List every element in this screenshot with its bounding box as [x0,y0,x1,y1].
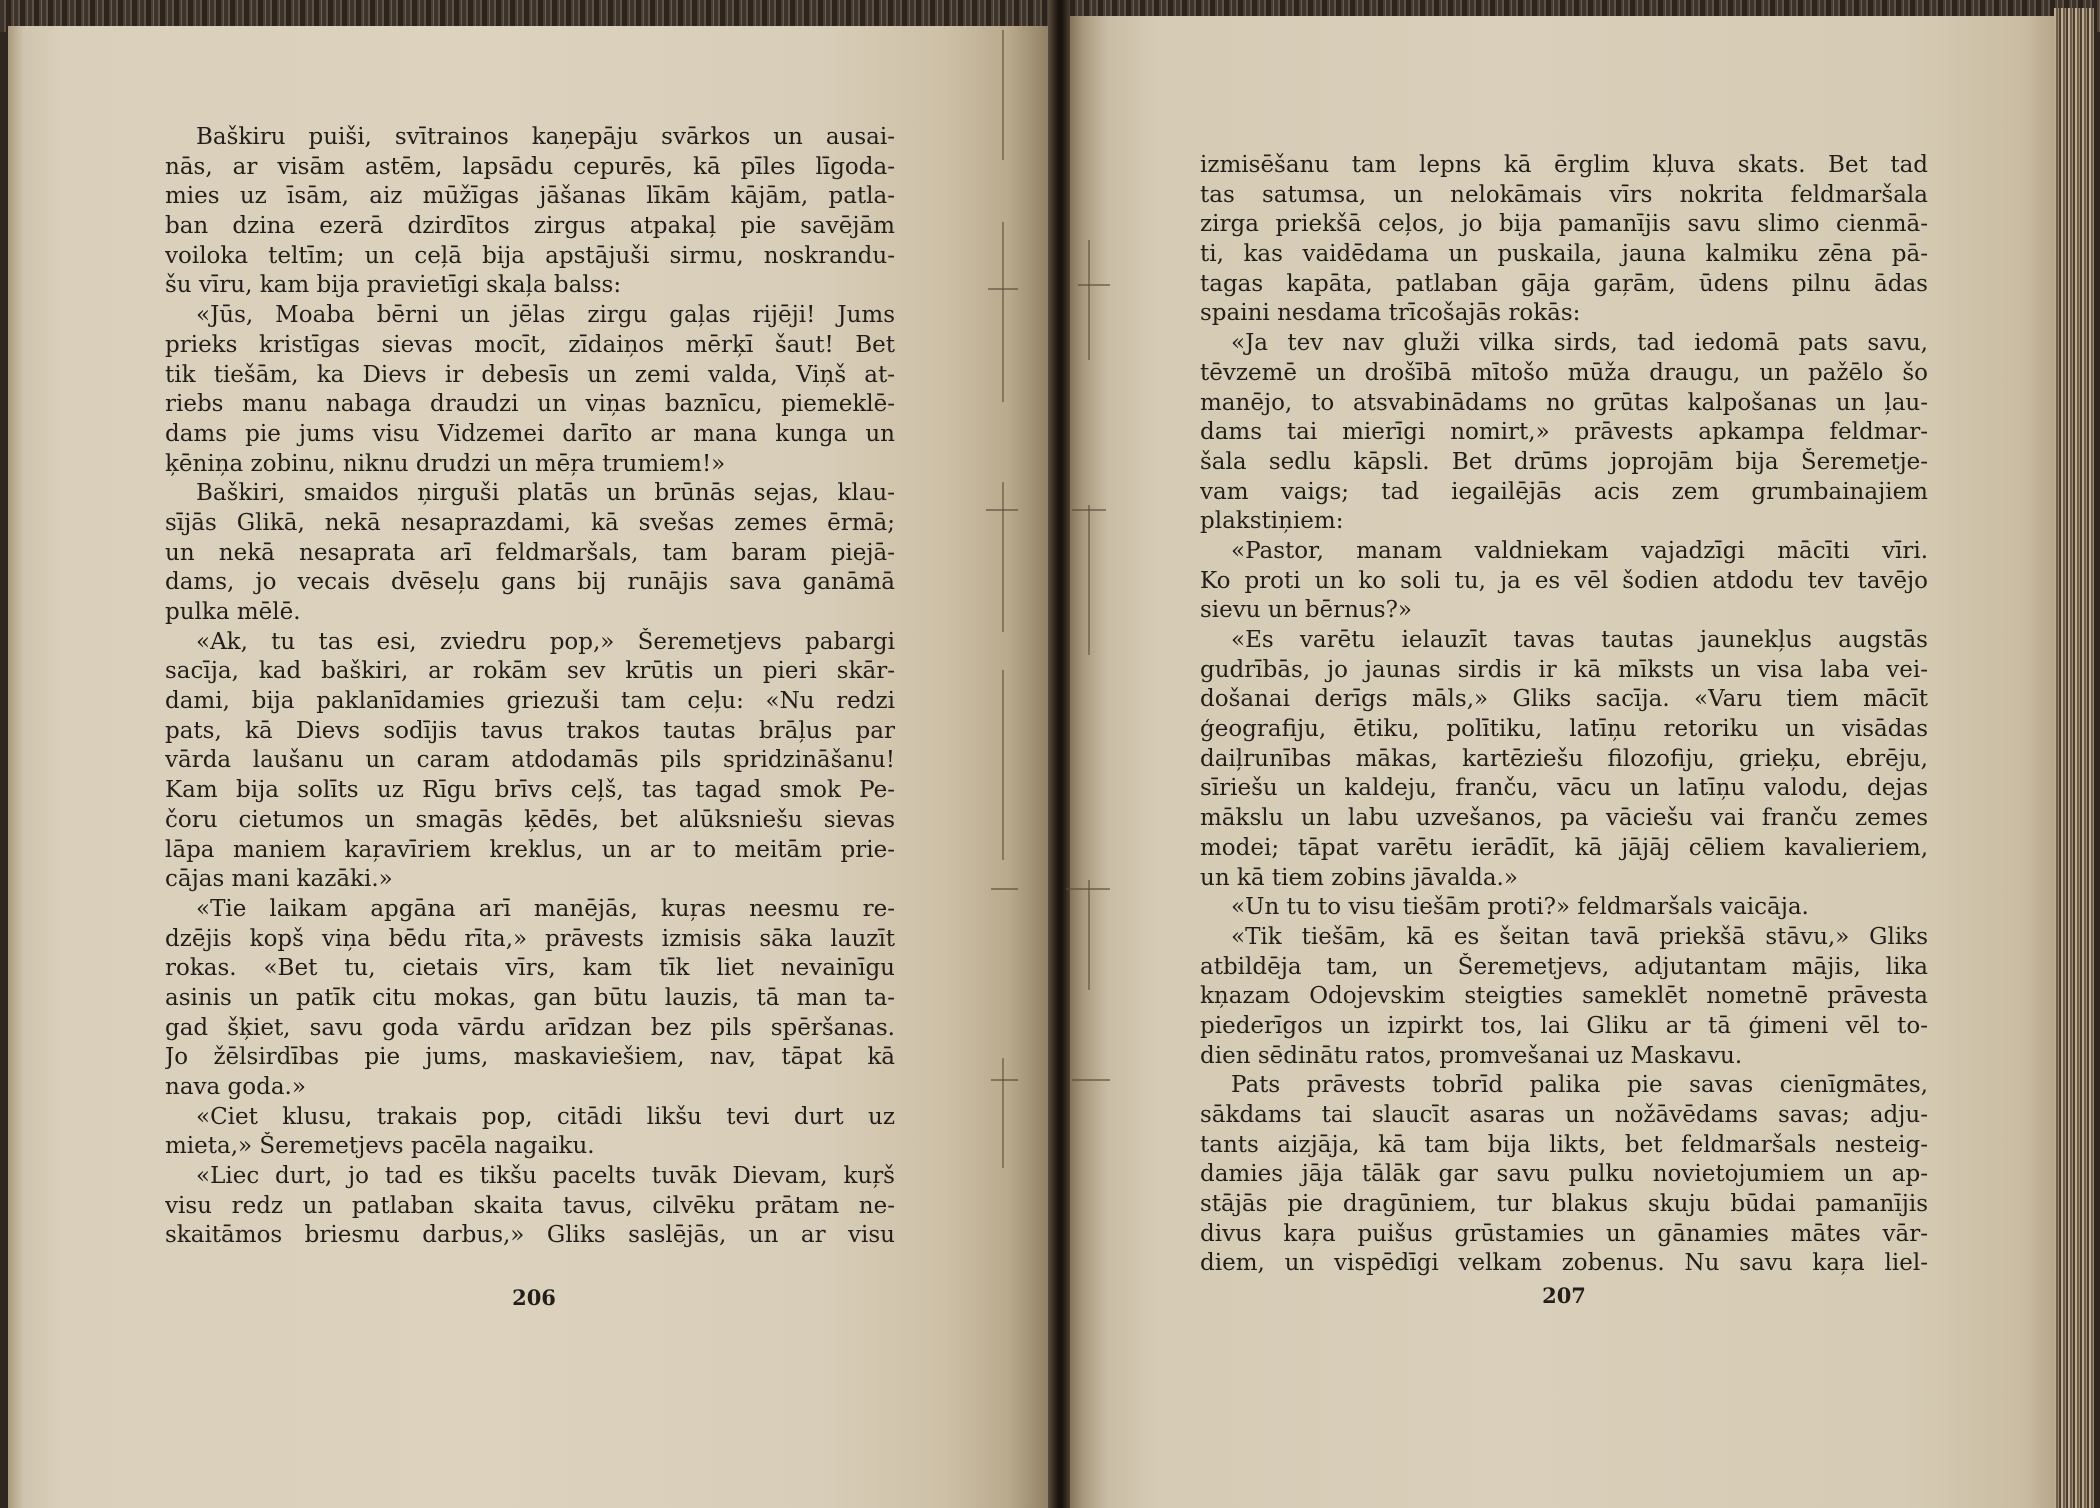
text-line: tas satumsa, un nelokāmais vīrs nokrita feldmaršala [1200,181,1928,208]
binding-mark [1002,670,1004,860]
page-number-left: 206 [512,1285,556,1310]
text-line: «Ja tev nav gluži vilka sirds, tad iedomā pats savu, [1231,330,1928,357]
text-line: čoru cietumos un smagās ķēdēs, bet alūksniešu sievas [165,806,895,833]
text-line: atbildēja tam, un Šeremetjevs, adjutantam mājis, lika [1200,953,1928,980]
text-line: «Tik tiešām, kā es šeitan tavā priekšā stāvu,» Gliks [1231,923,1928,950]
binding-mark [1002,1058,1004,1168]
text-line: gad šķiet, savu goda vārdu arīdzan bez pils spēršanas. [165,1014,895,1041]
text-line: dami, bija paklanīdamies griezuši tam ceļu: «Nu redzi [165,688,895,715]
text-line: dams tai mierīgi nomirt,» prāvests apkampa feldmar- [1200,419,1928,446]
text-line: tēvzemē un drošībā mītošo mūža draugu, un pažēlo šo [1200,359,1928,386]
text-line: nava goda.» [165,1074,306,1100]
text-line: «Es varētu ielauzīt tavas tautas jaunekļus augstās [1231,627,1928,653]
text-line: kņazam Odojevskim steigties sameklēt nometnē prāvesta [1200,983,1928,1010]
text-line: «Pastor, manam valdniekam vajadzīgi mācīti vīri. [1231,537,1928,564]
text-line: mieta,» Šeremetjevs pacēla nagaiku. [165,1133,595,1160]
text-line: «Ciet klusu, trakais pop, citādi likšu tevi durt uz [196,1103,895,1130]
binding-mark [1088,505,1090,655]
text-line: sievu un bērnus?» [1200,597,1412,624]
text-line: stājās pie dragūniem, tur blakus skuju būdai pamanījis [1200,1191,1928,1218]
text-line: modei; tāpat varētu ierādīt, kā jājāj cēliem kavalieriem, [1200,834,1928,861]
text-line: zirga priekšā ceļos, jo bija pamanījis savu slimo cienmā- [1200,211,1928,238]
text-line: «Un tu to visu tiešām proti?» feldmaršals vaicāja. [1231,894,1809,921]
left-page-text [165,123,895,1251]
text-line: šala sedlu kāpsli. Bet drūms joprojām bija Šeremetje- [1200,448,1928,475]
text-line: Pats prāvests tobrīd palika pie savas cienīgmātes, [1231,1072,1928,1099]
text-line: mākslu un labu uzvešanos, pa vāciešu vai franču zemes [1200,805,1928,832]
text-line: sīriešu un kaldeju, franču, vācu un latīņu valodu, dejas [1200,775,1928,802]
page-edge-stack [2054,8,2094,1508]
text-line: Ko proti un ko soli tu, ja es vēl šodien atdodu tev tavējo [1200,567,1928,594]
binding-tick [1072,509,1106,511]
text-line: Baškiru puiši, svītrainos kaņepāju svārkos un ausai- [196,124,895,150]
binding-tick [1072,1079,1110,1081]
binding-mark [1002,30,1004,160]
text-line: asinis un patīk citu mokas, gan būtu lauzis, tā man ta- [165,984,895,1011]
book-gutter [1048,0,1070,1508]
text-line: riebs manu nabaga draudzi un viņas baznīcu, piemeklē- [165,391,895,418]
text-line: sacīja, kad baškiri, ar rokām sev krūtis un pieri skār- [165,658,895,685]
text-line: «Ak, tu tas esi, zviedru pop,» Šeremetjevs pabargi [196,628,895,655]
binding-tick [1066,888,1110,890]
page-number-right: 207 [1542,1283,1586,1308]
text-line: lāpa maniem kaŗavīriem kreklus, un ar to meitām prie- [165,836,895,863]
binding-mark [1088,880,1090,990]
text-line: skaitāmos briesmu darbus,» Gliks saslējās, un ar visu [165,1222,895,1249]
text-line: «Jūs, Moaba bērni un jēlas zirgu gaļas rijēji! Jums [196,302,895,329]
binding-mark [1088,240,1090,360]
text-line: Jo žēlsirdības pie jums, maskaviešiem, nav, tāpat kā [165,1044,895,1071]
text-line: ban dzina ezerā dzirdītos zirgus atpakaļ pie savējām [165,213,895,240]
text-line: «Tie laikam apgāna arī manējās, kuŗas neesmu re- [196,895,895,922]
text-line: došanai derīgs māls,» Gliks sacīja. «Varu tiem mācīt [1200,686,1928,713]
binding-tick [988,288,1018,290]
text-line: cājas mani kazāki.» [165,866,393,893]
text-line: Baškiri, smaidos ņirguši platās un brūnās sejas, klau- [196,480,895,507]
text-line: tants aizjāja, kā tam bija likts, bet feldmaršals nesteig- [1200,1131,1928,1158]
text-line: tik tiešām, ka Dievs ir debesīs un zemi valda, Viņš at- [165,361,895,388]
text-line: piederīgos un izpirkt tos, lai Gliku ar tā ģimeni vēl to- [1200,1012,1928,1039]
text-line: manējo, to atsvabinādams no grūtas kalpošanas un ļau- [1200,389,1928,416]
text-line: mies uz īsām, aiz mūžīgas jāšanas līkām kājām, patla- [165,183,895,210]
binding-mark [1002,222,1004,402]
text-line: diem, un vispēdīgi velkam zobenus. Nu savu kaŗa liel- [1200,1250,1928,1277]
text-line: tagas kapāta, patlaban gāja gaŗām, ūdens pilnu ādas [1200,270,1928,297]
text-line: pulka mēlē. [165,599,301,625]
text-line: plakstiņiem: [1200,508,1344,535]
text-line: ti, kas vaidēdama un puskaila, jauna kalmiku zēna pā- [1200,241,1928,268]
text-line: izmisēšanu tam lepns kā ērglim kļuva skats. Bet tad [1200,152,1928,178]
text-line: un nekā nesaprata arī feldmaršals, tam baram piejā- [165,539,895,566]
text-line: gudrībās, jo jaunas sirdis ir kā mīksts un visa laba vei- [1200,656,1928,683]
right-page-text [1200,151,1928,1279]
text-line: visu redz un patlaban skaita tavus, cilvēku prātam ne- [165,1192,895,1219]
text-line: voiloka teltīm; un ceļā bija apstājuši sirmu, noskrandu- [165,242,895,269]
text-line: sākdams tai slaucīt asaras un nožāvēdams savas; adju- [1200,1102,1928,1128]
text-line: vam vaigs; tad iegailējās acis zem grumbainajiem [1200,478,1928,505]
text-line: sījās Glikā, nekā nesaprazdami, kā svešas zemes ērmā; [165,509,895,536]
binding-mark [1002,482,1004,632]
text-line: prieks kristīgas sievas mocīt, zīdaiņos mērķī šaut! Bet [165,331,895,358]
text-line: damies jāja tālāk gar savu pulku novietojumiem un ap- [1200,1161,1928,1188]
binding-tick [1078,284,1110,286]
binding-tick [986,509,1018,511]
text-line: dams pie jums visu Vidzemei darīto ar mana kunga un [165,420,895,447]
text-line: šu vīru, kam bija pravietīgi skaļa balss: [165,272,622,299]
text-line: dien sēdinātu ratos, promvešanai uz Maskavu. [1200,1042,1743,1069]
text-line: un kā tiem zobins jāvalda.» [1200,864,1518,891]
text-line: nās, ar visām astēm, lapsādu cepurēs, kā pīles līgoda- [165,153,895,180]
text-line: spaini nesdama trīcošajās rokās: [1200,300,1581,327]
text-line: pats, kā Dievs sodījis tavus trakos tautas brāļus par [165,717,895,744]
binding-tick [991,1079,1018,1081]
text-line: daiļrunības mākas, kartēziešu filozofiju, grieķu, ebrēju, [1200,745,1928,772]
text-line: rokas. «Bet tu, cietais vīrs, kam tīk liet nevainīgu [165,955,895,982]
text-line: dams, jo vecais dvēseļu gans bij runājis sava ganāmā [165,569,895,596]
text-line: divus kaŗa puišus grūstamies un gānamies mātes vār- [1200,1220,1928,1247]
text-line: «Liec durt, jo tad es tikšu pacelts tuvāk Dievam, kuŗš [196,1163,895,1190]
text-line: dzējis kopš viņa bēdu rīta,» prāvests izmisis sāka lauzīt [165,925,895,952]
text-line: vārda laušanu un caram atdodamās pils spridzināšanu! [165,747,895,774]
binding-tick [991,888,1018,890]
text-line: Kam bija solīts uz Rīgu brīvs ceļš, tas tagad smok Pe- [165,777,895,804]
text-line: ķēniņa zobinu, niknu drudzi un mēŗa trumiem!» [165,450,726,477]
text-line: ģeografiju, ētiku, polītiku, latīņu retoriku un visādas [1200,716,1928,743]
